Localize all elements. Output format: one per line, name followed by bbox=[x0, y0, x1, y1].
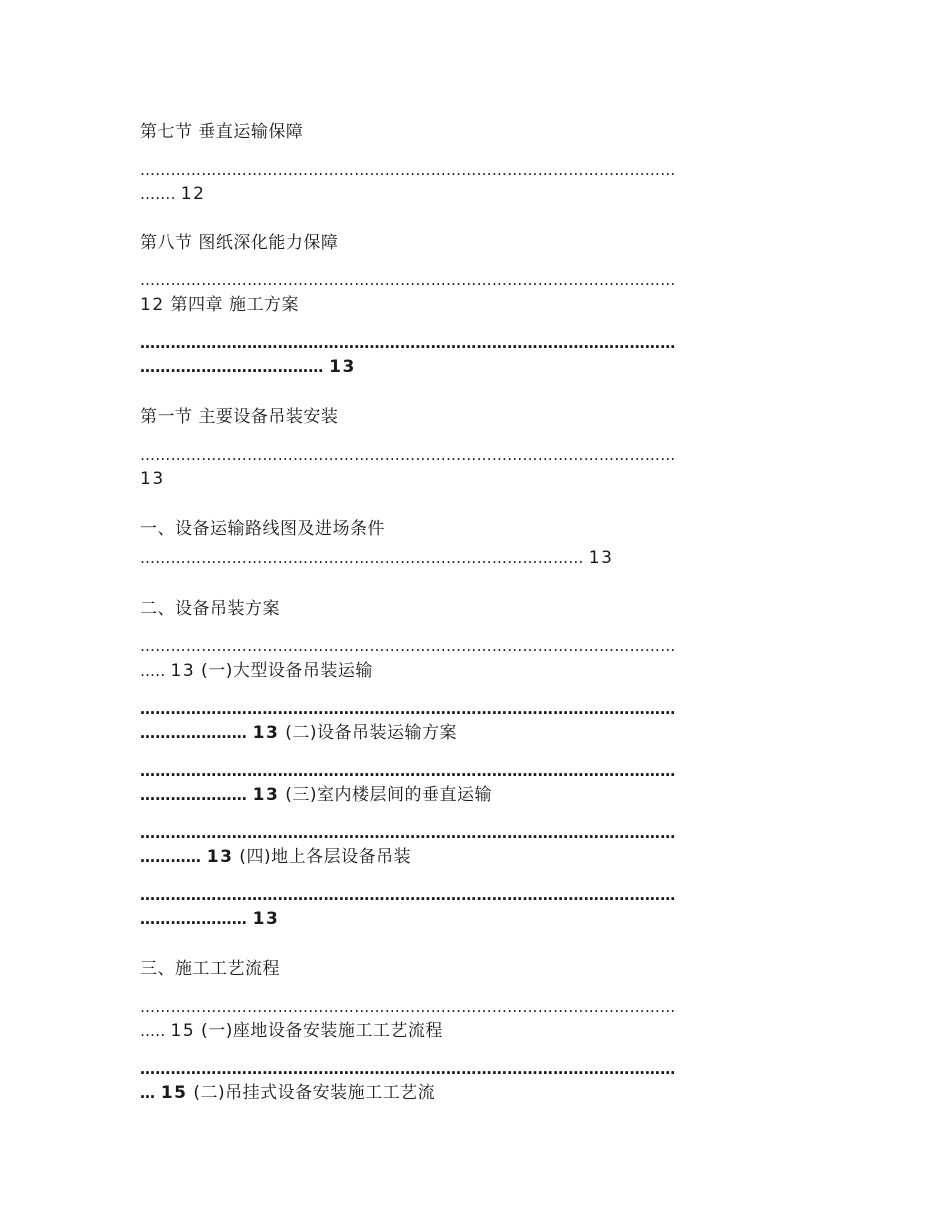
toc-leader-dots: ….. bbox=[140, 662, 171, 680]
toc-leader-dots: …………………………………………………………………………………………… bbox=[140, 1060, 676, 1078]
toc-leader-dots: …………………………………………………………………………………………… bbox=[140, 446, 676, 464]
toc-line bbox=[140, 659, 373, 683]
toc-entry-title: 第一节 主要设备吊装安装 bbox=[140, 407, 339, 427]
toc-page-number: 13 bbox=[329, 357, 356, 377]
toc-page-number: 13 bbox=[252, 723, 280, 743]
toc-leader-dots: ………………… bbox=[140, 786, 253, 804]
toc-line bbox=[140, 845, 411, 869]
toc-leader-dots: ………… bbox=[140, 848, 207, 866]
toc-line bbox=[140, 268, 676, 292]
toc-line bbox=[140, 331, 676, 355]
toc-entry-title: (一)大型设备吊装运输 bbox=[195, 661, 373, 681]
toc-page-number: 12 bbox=[180, 184, 206, 204]
toc-leader-dots: …………………………………………………………………………………………… bbox=[140, 334, 676, 352]
toc-line bbox=[140, 1057, 676, 1081]
toc-line bbox=[140, 721, 457, 745]
toc-page-number: 13 bbox=[140, 469, 165, 489]
toc-leader-dots: ………………… bbox=[140, 910, 253, 928]
toc-line bbox=[140, 158, 676, 182]
toc-line bbox=[140, 957, 280, 981]
toc-line bbox=[140, 995, 676, 1019]
toc-page-number: 15 bbox=[160, 1083, 188, 1103]
toc-leader-dots: …………………………………………………………………………………………… bbox=[140, 824, 676, 842]
toc-leader-dots: …………………………………………………………………………………………… bbox=[140, 998, 676, 1016]
toc-leader-dots: …………………………………………………………………………………………… bbox=[140, 637, 676, 655]
toc-line bbox=[140, 759, 676, 783]
toc-line bbox=[140, 443, 676, 467]
toc-entry-title: 一、设备运输路线图及进场条件 bbox=[140, 519, 385, 539]
toc-entry-title: 第八节 图纸深化能力保障 bbox=[140, 233, 339, 253]
toc-leader-dots: ………………… bbox=[140, 724, 253, 742]
toc-line bbox=[140, 697, 676, 721]
toc-line bbox=[140, 907, 279, 931]
toc-entry-title: (二)设备吊装运输方案 bbox=[279, 723, 457, 743]
toc-line bbox=[140, 546, 613, 570]
toc-page-number: 13 bbox=[252, 909, 280, 929]
toc-line bbox=[140, 783, 492, 807]
toc-page-number: 13 bbox=[206, 847, 234, 867]
toc-line bbox=[140, 821, 676, 845]
toc-line bbox=[140, 1019, 443, 1043]
toc-leader-dots: …………………………………………………………………………… bbox=[140, 549, 589, 567]
toc-entry-title: (一)座地设备安装施工工艺流程 bbox=[195, 1021, 443, 1041]
toc-line bbox=[140, 293, 299, 317]
toc-line bbox=[140, 883, 676, 907]
toc-line bbox=[140, 120, 303, 144]
toc-entry-title: (三)室内楼层间的垂直运输 bbox=[279, 785, 492, 805]
toc-line bbox=[140, 1081, 435, 1105]
toc-line bbox=[140, 182, 205, 206]
toc-leader-dots: …………………………………………………………………………………………… bbox=[140, 762, 676, 780]
toc-leader-dots: ….. bbox=[140, 1022, 171, 1040]
toc-leader-dots: ……. bbox=[140, 185, 181, 203]
toc-leader-dots: …………………………………………………………………………………………… bbox=[140, 271, 676, 289]
toc-leader-dots: ……………………………… bbox=[140, 358, 330, 376]
toc-line bbox=[140, 634, 676, 658]
toc-leader-dots: …………………………………………………………………………………………… bbox=[140, 161, 676, 179]
toc-page-number: 15 bbox=[170, 1021, 196, 1041]
toc-leader-dots: … bbox=[140, 1084, 161, 1102]
toc-line bbox=[140, 405, 338, 429]
toc-leader-dots: …………………………………………………………………………………………… bbox=[140, 886, 676, 904]
toc-entry-title: 第七节 垂直运输保障 bbox=[140, 122, 304, 142]
toc-leader-dots: …………………………………………………………………………………………… bbox=[140, 700, 676, 718]
toc-page-number: 13 bbox=[170, 661, 196, 681]
toc-entry-title: (二)吊挂式设备安装施工工艺流 bbox=[187, 1083, 436, 1103]
toc-page-number: 13 bbox=[252, 785, 280, 805]
toc-page-number: 13 bbox=[588, 548, 614, 568]
toc-line bbox=[140, 355, 356, 379]
toc-page-number: 12 bbox=[140, 295, 165, 315]
toc-entry-title: 二、设备吊装方案 bbox=[140, 599, 280, 619]
toc-line bbox=[140, 467, 165, 491]
toc-line bbox=[140, 231, 338, 255]
toc-line bbox=[140, 517, 385, 541]
toc-entry-title: 三、施工工艺流程 bbox=[140, 959, 280, 979]
toc-line bbox=[140, 597, 280, 621]
toc-entry-title: 第四章 施工方案 bbox=[164, 295, 299, 315]
toc-entry-title: (四)地上各层设备吊装 bbox=[233, 847, 412, 867]
